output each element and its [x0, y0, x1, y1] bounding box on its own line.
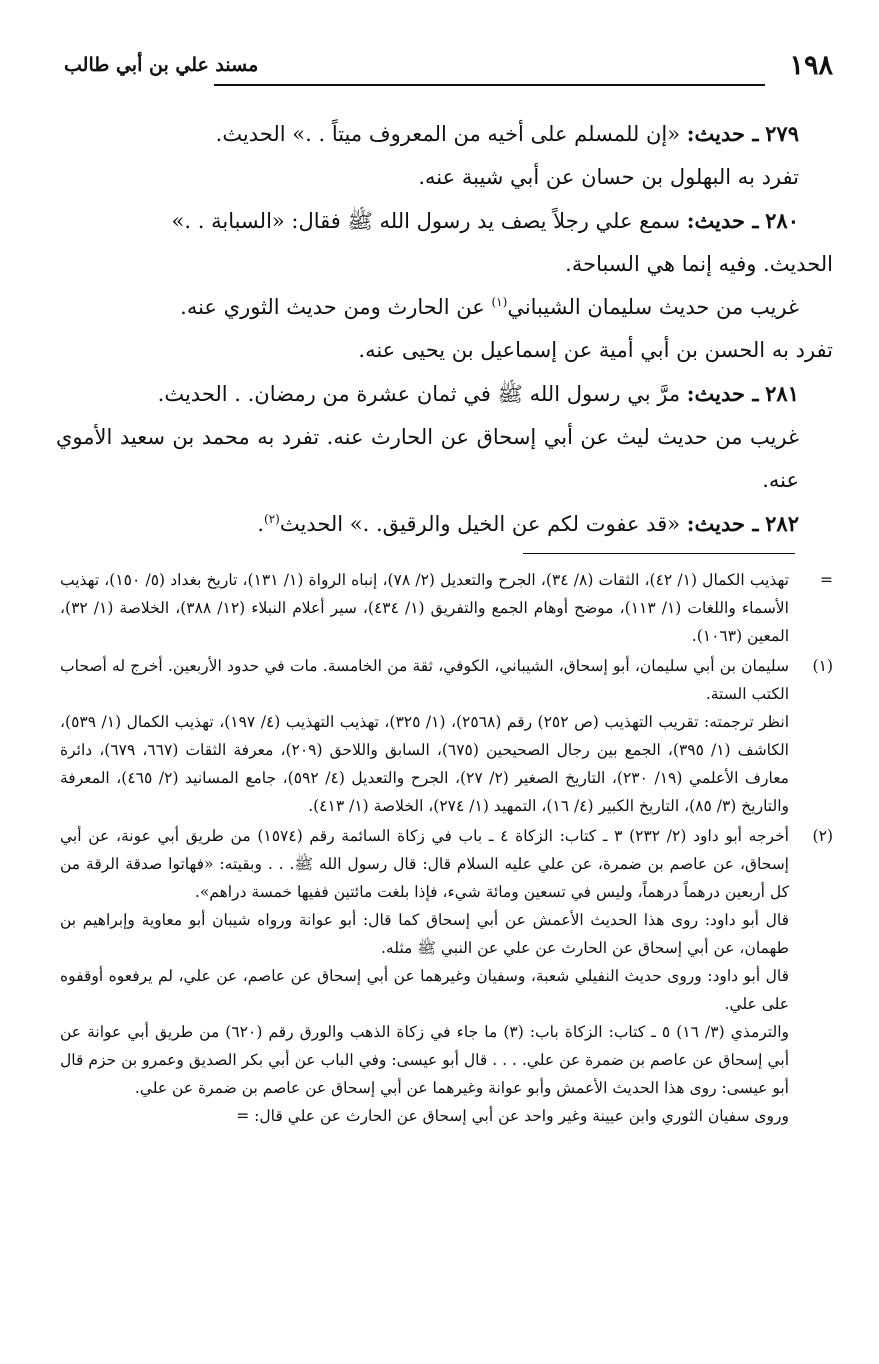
hadith-number: ٢٨٠	[765, 208, 799, 233]
hadith-label: ـ حديث:	[686, 121, 759, 146]
main-text	[56, 112, 833, 546]
note-text: غريب من حديث سليمان الشيباني	[507, 295, 799, 319]
hadith-note	[56, 286, 833, 329]
running-title: مسند علي بن أبي طالب	[64, 54, 259, 76]
hadith-280	[56, 199, 833, 243]
footnote-1	[60, 652, 833, 820]
footnote-continued	[60, 566, 833, 650]
footnote-marker: =	[820, 571, 833, 589]
hadith-note: تفرد به البهلول بن حسان عن أبي شيبة عنه.	[418, 165, 799, 189]
hadith-note: تفرد به الحسن بن أبي أمية عن إسماعيل بن يحيى عنه.	[358, 338, 833, 362]
footnote-text: وروى سفيان الثوري وابن عيينة وغير واحد عن أبي إسحاق عن الحارث عن علي قال: =	[236, 1107, 789, 1125]
hadith-text-continued: الحديث. وفيه إنما هي السباحة.	[565, 252, 833, 276]
footnote-marker: (١)	[812, 657, 833, 675]
running-header	[64, 50, 833, 86]
footnote-text: والترمذي (٣/ ١٦) ٥ ـ كتاب: الزكاة باب: (٣) ما جاء في زكاة الذهب والورق رقم (٦٢٠) من طريق أبي عوانة عن أبي إسحاق عن عاصم بن ضمرة عن علي. . . . قال أبو عيسى: وفي الباب عن أبي بكر الصديق وعمرو بن حزم قال أبو عيسى: روى هذا الحديث الأعمش وأبو عوانة وغيرهما عن أبي إسحاق عن عاصم بن ضمرة عن علي.	[60, 1023, 789, 1097]
hadith-279	[56, 112, 833, 156]
footnote-separator	[523, 553, 795, 554]
footnote-text: قال أبو داود: روى هذا الحديث الأعمش عن أبي إسحاق كما قال: أبو عوانة ورواه شيبان أبو معاوية وإبراهيم بن طهمان، عن أبي إسحاق عن الحارث عن علي عن النبي ﷺ مثله.	[60, 911, 789, 957]
header-rule-gap	[765, 82, 833, 86]
header-rule-gap	[64, 82, 214, 86]
hadith-number: ٢٨١	[765, 381, 799, 406]
hadith-number: ٢٨٢	[765, 511, 799, 536]
hadith-note: غريب من حديث ليث عن أبي إسحاق عن الحارث عنه. تفرد به محمد بن سعيد الأموي عنه.	[56, 425, 799, 492]
footnotes	[60, 566, 833, 1132]
sentence-end: .	[257, 512, 264, 536]
footnote-ref-2: (٢)	[264, 512, 280, 526]
footnote-ref-1: (١)	[491, 295, 508, 309]
hadith-label: ـ حديث:	[686, 208, 759, 233]
hadith-281	[56, 372, 833, 416]
footnote-text: انظر ترجمته: تقريب التهذيب (ص ٢٥٢) رقم (٢٥٦٨)، (١/ ٣٢٥)، تهذيب التهذيب (٤/ ١٩٧)، تهذيب الكمال (١/ ٥٣٩)، الكاشف (١/ ٣٩٥)، الجمع بين رجال الصحيحين (٦٧٥)، السابق واللاحق (٢٠٩)، معرفة الثقات (٦٦٧، ٦٧٩)، دائرة معارف الأعلمي (١٩/ ٢٣٠)، التاريخ الصغير (٢/ ٢٧)، الجرح والتعديل (٤/ ٥٩٢)، جامع المسانيد (٢/ ٤٦٥)، المعرفة والتاريخ (٣/ ٨٥)، التاريخ الكبير (٤/ ١٦)، التمهيد (١/ ٢٧٤)، الخلاصة (١/ ٤١٣).	[60, 713, 790, 815]
hadith-label: ـ حديث:	[686, 511, 759, 536]
note-text: عن الحارث ومن حديث الثوري عنه.	[180, 295, 485, 319]
footnote-text: سليمان بن أبي سليمان، أبو إسحاق، الشيباني، الكوفي، ثقة من الخامسة. مات في حدود الأربعين. أخرج له أصحاب الكتب الستة.	[60, 657, 789, 703]
hadith-282	[56, 502, 833, 546]
hadith-text: سمع علي رجلاً يصف يد رسول الله ﷺ فقال: «السبابة . .»	[171, 209, 681, 233]
hadith-text: «إن للمسلم على أخيه من المعروف ميتاً . .» الحديث.	[215, 122, 681, 146]
footnote-text: أخرجه أبو داود (٢/ ٢٣٢) ٣ ـ كتاب: الزكاة ٤ ـ باب في زكاة السائمة رقم (١٥٧٤) من طريق أبي عونة، عن أبي إسحاق، عن عاصم بن ضمرة، عن علي عليه السلام قال: قال رسول الله ﷺ. . . وبقيته: «فهاتوا صدقة الرقة من كل أربعين درهماً درهماً، وليس في تسعين ومائة شيء، فإذا بلغت مائتين ففيها خمسة دراهم».	[60, 827, 789, 901]
hadith-label: ـ حديث:	[686, 381, 759, 406]
hadith-text: مرَّ بي رسول الله ﷺ في ثمان عشرة من رمضان. . الحديث.	[157, 382, 681, 406]
footnote-text: تهذيب الكمال (١/ ٤٢)، الثقات (٨/ ٣٤)، الجرح والتعديل (٢/ ٧٨)، إنباه الرواة (١/ ١٣١)، تاريخ بغداد (٥/ ١٥٠)، تهذيب الأسماء واللغات (١/ ١١٣)، موضح أوهام الجمع والتفريق (١/ ٤٣٤)، سير أعلام النبلاء (١٢/ ٣٨٨)، الخلاصة (١/ ٣٢)، المعين (١٠٦٣).	[60, 571, 789, 645]
footnote-marker: (٢)	[812, 827, 833, 845]
footnote-2	[60, 822, 833, 1130]
hadith-text: «قد عفوت لكم عن الخيل والرقيق. .» الحديث	[279, 512, 681, 536]
footnote-text: قال أبو داود: وروى حديث النفيلي شعبة، وسفيان وغيرهما عن أبي إسحاق عن عاصم، عن علي، لم يرفعوه أوقفوه على علي.	[60, 967, 789, 1013]
page-number: ١٩٨	[789, 50, 833, 81]
hadith-number: ٢٧٩	[765, 121, 799, 146]
